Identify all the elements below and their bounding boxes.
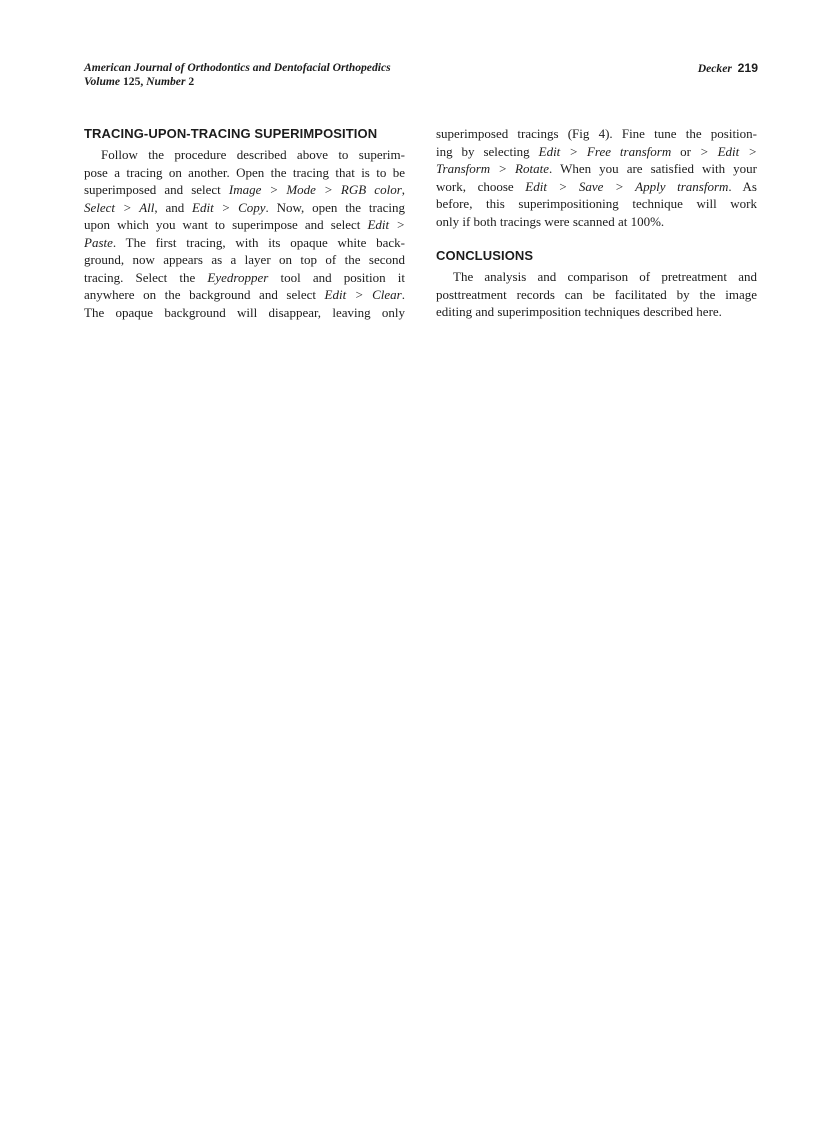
text-line bbox=[84, 286, 405, 304]
text-run: CONCLUSIONS bbox=[436, 248, 534, 263]
text-line bbox=[436, 268, 757, 286]
text-run: Number bbox=[146, 75, 186, 89]
text-line bbox=[84, 234, 405, 252]
text-run: 125, bbox=[120, 75, 147, 89]
text-run: work, choose bbox=[436, 178, 526, 194]
text-run: Transform > Rotate bbox=[436, 161, 549, 176]
text-line bbox=[84, 216, 405, 234]
text-line bbox=[84, 304, 405, 322]
text-run: 219 bbox=[737, 61, 758, 75]
text-run: . bbox=[401, 287, 405, 302]
text-line bbox=[84, 199, 405, 217]
text-run: Edit > bbox=[367, 217, 405, 232]
section-heading bbox=[436, 247, 757, 268]
text-run: ground, now appears as a layer on top of the second bbox=[84, 252, 405, 267]
text-line bbox=[84, 251, 405, 269]
text-run: , bbox=[401, 182, 405, 197]
text-run: Edit > Copy bbox=[192, 199, 266, 215]
text-run: Paste bbox=[84, 234, 113, 250]
text-line bbox=[436, 143, 757, 161]
text-run: superimposed and select bbox=[84, 182, 229, 197]
left-column bbox=[84, 125, 405, 321]
section-heading bbox=[84, 125, 405, 146]
text-line bbox=[84, 164, 405, 182]
text-run: . Now, open the tracing bbox=[265, 199, 405, 215]
text-line bbox=[84, 181, 405, 199]
text-run: 2 bbox=[185, 75, 195, 89]
journal-title: American Journal of Orthodontics and Dentofacial Orthopedics bbox=[84, 61, 391, 74]
text-line bbox=[84, 269, 405, 287]
journal-info bbox=[84, 61, 391, 89]
text-run: pose a tracing on another. Open the tracing that is to be bbox=[84, 164, 405, 180]
text-run: posttreatment records can be facilitated by the image bbox=[436, 286, 757, 302]
page-header bbox=[84, 61, 758, 89]
text-run: Edit > Save > Apply transform bbox=[525, 178, 729, 194]
text-run: . When you are satisfied with your bbox=[549, 161, 757, 176]
text-run: > Edit > bbox=[699, 143, 757, 159]
text-run: tool and position it bbox=[268, 269, 405, 285]
text-run: editing and superimposition techniques described here. bbox=[436, 304, 722, 319]
volume-issue bbox=[84, 75, 391, 89]
text-run: . As bbox=[728, 178, 757, 194]
text-run: Follow the procedure described above to superim- bbox=[101, 147, 405, 162]
text-line bbox=[84, 146, 405, 164]
text-line bbox=[436, 213, 757, 231]
text-run: ing by selecting bbox=[436, 143, 539, 159]
text-run: . The first tracing, with its opaque white back- bbox=[112, 234, 405, 250]
text-line bbox=[436, 125, 757, 143]
text-run: only if both tracings were scanned at 100%. bbox=[436, 213, 665, 229]
text-run: TRACING-UPON-TRACING SUPERIMPOSITION bbox=[84, 126, 378, 141]
text-run: The analysis and comparison of pretreatment and bbox=[453, 269, 757, 284]
text-line bbox=[436, 303, 757, 321]
text-run: Edit > Clear bbox=[324, 287, 402, 302]
text-run: Edit > Free transform bbox=[538, 143, 672, 159]
text-run: The opaque background will disappear, leaving only bbox=[84, 304, 405, 320]
text-run: tracing. Select the bbox=[84, 269, 208, 285]
text-run: before, this superimpositioning technique will work bbox=[436, 196, 757, 211]
text-run: or bbox=[671, 143, 700, 159]
running-head-author-page bbox=[698, 61, 758, 76]
text-run: , and bbox=[154, 199, 193, 215]
text-run: Volume bbox=[84, 75, 121, 89]
text-run: upon which you want to superimpose and select bbox=[84, 217, 368, 232]
right-column bbox=[436, 125, 757, 321]
text-line bbox=[436, 195, 757, 213]
text-line bbox=[436, 178, 757, 196]
text-line bbox=[436, 160, 757, 178]
text-run: Eyedropper bbox=[207, 269, 269, 285]
text-run: anywhere on the background and select bbox=[84, 287, 325, 302]
text-run: superimposed tracings (Fig 4). Fine tune the position- bbox=[436, 126, 757, 141]
text-run: Image > Mode > RGB color bbox=[228, 182, 402, 197]
text-line bbox=[436, 286, 757, 304]
text-run: Select > All bbox=[84, 199, 155, 215]
text-run: Decker bbox=[697, 62, 732, 75]
